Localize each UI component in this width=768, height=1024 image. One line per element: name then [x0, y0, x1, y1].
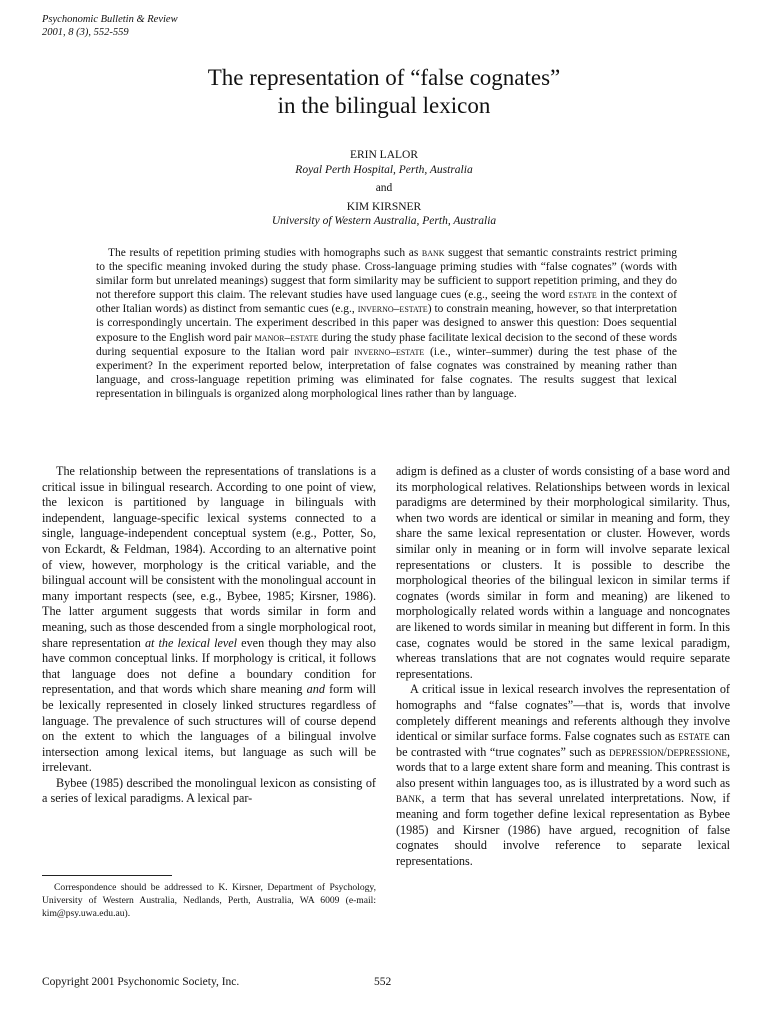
body-text: , a term that has several unrelated interpretations. Now, if meaning and form together define lexical representation as Bybee (1985) and Kirsner (1986) have argued, recognition of false cognates should involve reference to separate lexical representations. — [396, 791, 730, 868]
body-text: form will be lexically represented in closely linked structures regardless of language. The prevalence of such structures will of course depend on the extent to which the languages of a bilingual involve intersection among lexical items, but language as such will be irrelevant. — [42, 682, 376, 775]
page-number: 552 — [374, 976, 392, 988]
abstract-term: manor–estate — [254, 331, 319, 344]
body-column-right — [396, 464, 730, 869]
abstract-term: inverno–estate — [354, 345, 425, 358]
journal-header — [42, 13, 178, 39]
body-term: estate — [678, 729, 710, 744]
body-emphasis: at the lexical level — [144, 635, 238, 650]
abstract-text: in the context of other Italian words) as distinct from semantic cues (e.g., — [96, 289, 677, 316]
journal-name: Psychonomic Bulletin & Review — [42, 14, 178, 25]
abstract-text: during the study phase facilitate lexical decision to the second of these words during sequential exposure to the Italian word pair — [96, 331, 677, 358]
body-text: The relationship between the representations of translations is a critical issue in bilingual research. According to one point of view, the lexicon is partitioned by language in bilinguals with independent, language-specific lexical systems connected to a single, language-independent conceptual system (e.g., Potter, So, von Eckardt, & Feldman, 1984). According to an alternative point of view, however, morphology is the critical variable, and the bilingual account will be consistent with the monolingual account in many important respects (see, e.g., Bybee, 1985; Kirsner, 1986). The latter argument suggests that words similar in form and meaning, such as those descended from a single morphological root, share representation — [42, 464, 376, 650]
copyright-notice: Copyright 2001 Psychonomic Society, Inc. — [42, 976, 240, 988]
journal-citation: 2001, 8 (3), 552-559 — [42, 27, 129, 38]
abstract-term: bank — [421, 247, 445, 259]
body-column-left — [42, 464, 376, 807]
title-line-1: The representation of “false cognates” — [207, 65, 561, 90]
correspondence-footnote: Correspondence should be addressed to K. Kirsner, Department of Psychology, University of Western Australia, Nedlands, Perth, Australia, WA 6009 (e-mail: kim@psy.uwa.edu.au). — [42, 882, 376, 919]
abstract-term: estate — [568, 289, 597, 302]
abstract-text: suggest that semantic constraints restrict priming to the specific meaning invoked during the study phase. Cross-language priming studies with “false cognates” (words with similar form but unrelated meanings) suggest that form similarity may be sufficient to support repetition priming, and they do not therefore support this claim. The relevant studies have used language cues (e.g., seeing the word — [96, 247, 677, 302]
body-emphasis: and — [306, 682, 325, 697]
abstract-text: The results of repetition priming studies with homographs such as — [108, 247, 422, 259]
author-name-2: KIM KIRSNER — [346, 200, 422, 213]
body-term: depression/depressione — [609, 744, 727, 759]
title-line-2: in the bilingual lexicon — [277, 93, 491, 118]
author-affiliation-1: Royal Perth Hospital, Perth, Australia — [295, 163, 473, 176]
author-conjunction: and — [375, 182, 393, 194]
body-text: even though they may also have common conceptual links. If morphology is critical, it follows that language does not define a boundary condition for representation, and that words which share meaning — [42, 635, 376, 697]
body-paragraph: adigm is defined as a cluster of words consisting of a base word and its morphological relatives. Relationships between words in lexical paradigms are determined by their morphological similarity. Thus, when two words are identical or similar in meaning and form, they share the same lexical representation or cluster. However, words similar only in meaning or in form will involve separate lexical representations or clusters. It is possible to describe the morphological theories of the bilingual lexicon in similar terms if cognates (words similar in form and meaning) are likened to morphologically related words within a language and noncognates are likened to words similar in meaning but different in form. In this case, cognates would be stored in the same lexical paradigm, whereas translations that are not cognates would require separate representations. — [396, 464, 730, 681]
abstract-term: inverno–estate — [357, 303, 428, 316]
paper-title — [0, 64, 768, 120]
body-term: bank — [396, 791, 422, 806]
body-paragraph — [42, 464, 376, 776]
abstract-text: ) to constrain meaning, however, so that interpretation is correspondingly uncertain. The experiment described in this paper was designed to answer this question: Does sequential exposure to the English word pair — [96, 303, 677, 344]
body-text: A critical issue in lexical research involves the representation of homographs and “false cognates”—that is, words that involve completely different meanings and referents although they involve identical or similar surface forms. False cognates such as — [396, 682, 730, 744]
body-text: , words that to a large extent share form and meaning. This contrast is also present within languages too, as is illustrated by a word such as — [396, 744, 730, 790]
body-text: can be contrasted with “true cognates” such as — [396, 729, 731, 759]
footnote-divider — [42, 875, 172, 876]
body-paragraph: Bybee (1985) described the monolingual lexicon as consisting of a series of lexical paradigms. A lexical par- — [42, 775, 376, 806]
abstract — [96, 246, 677, 401]
author-affiliation-2: University of Western Australia, Perth, Australia — [271, 215, 497, 227]
author-block — [0, 148, 768, 229]
abstract-text: (i.e., winter–summer) during the test phase of the experiment? In the experiment reported below, interpretation of false cognates was constrained by meaning rather than language, and cross-language repetition priming was eliminated for false cognates. The results suggest that lexical representation in bilinguals is organized along morphological lines rather than by language. — [96, 345, 678, 400]
author-name-1: ERIN LALOR — [349, 149, 419, 161]
body-paragraph — [396, 682, 730, 869]
